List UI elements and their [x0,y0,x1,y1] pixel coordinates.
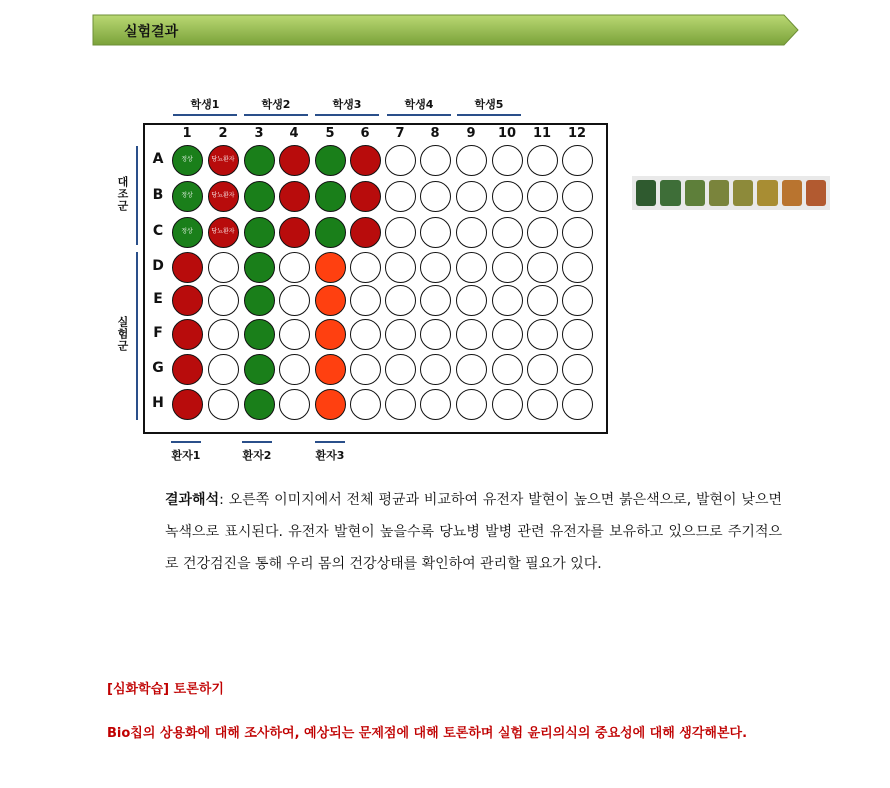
plate-well [527,181,558,212]
plate-well [420,354,451,385]
result-heading: 결과해석 [165,492,220,508]
plate-well [244,217,275,248]
plate-well [385,252,416,283]
plate-well [172,354,203,385]
color-scale-swatches [632,176,830,210]
plate-well [208,181,239,212]
deep-study-title: [심화학습] 토론하기 [107,682,224,697]
plate-well [315,181,346,212]
plate-well [385,354,416,385]
well-label: 정상 [181,228,193,235]
plate-well [562,389,593,420]
plate-well [562,181,593,212]
column-number: 6 [360,126,370,141]
plate-well [527,145,558,176]
plate-well [279,252,310,283]
column-number: 2 [218,126,228,141]
banner-arrow-shape [92,14,800,46]
column-number: 7 [395,126,405,141]
patient-label: 환자3 [315,449,345,462]
plate-well [279,145,310,176]
student-underline [315,114,379,116]
section-banner [92,14,800,46]
experiment-group-label: 실험군 [116,316,129,352]
plate-well [315,217,346,248]
plate-well [350,285,381,316]
plate-well [208,217,239,248]
deep-study-body: Bio칩의 상용화에 대해 조사하여, 예상되는 문제점에 대해 토론하며 실험 윤리의식의 중요성에 대해 생각해본다. [107,726,748,741]
student-label: 학생1 [190,98,220,111]
column-number: 4 [289,126,299,141]
color-swatch [685,180,705,206]
color-swatch [636,180,656,206]
plate-well [244,181,275,212]
plate-well [562,285,593,316]
plate-well [456,217,487,248]
plate-well [315,354,346,385]
plate-well [350,354,381,385]
plate-well [492,389,523,420]
row-letter: G [152,360,164,376]
column-number: 11 [532,126,552,141]
column-number: 9 [466,126,476,141]
plate-well [208,319,239,350]
plate-well [420,217,451,248]
plate-well [244,354,275,385]
well-label: 정상 [181,156,193,163]
row-letter: A [152,151,164,167]
plate-well [562,354,593,385]
color-swatch [782,180,802,206]
plate-well [172,319,203,350]
plate-well [527,389,558,420]
color-swatch [709,180,729,206]
plate-well [492,181,523,212]
patient-overline [171,441,201,443]
plate-well [279,217,310,248]
plate-well [208,285,239,316]
well-label: 정상 [181,192,193,199]
plate-well [172,252,203,283]
plate-well [208,354,239,385]
plate-well [244,389,275,420]
plate-well [492,354,523,385]
plate-well [527,217,558,248]
student-underline [387,114,451,116]
plate-well [385,145,416,176]
plate-well [492,319,523,350]
result-interpretation [165,484,782,580]
plate-well [456,252,487,283]
plate-well [208,389,239,420]
plate-well [456,285,487,316]
column-number: 12 [567,126,587,141]
plate-well [385,181,416,212]
plate-well [315,252,346,283]
column-number: 1 [182,126,192,141]
plate-well [385,217,416,248]
patient-label: 환자1 [171,449,201,462]
plate-well [420,319,451,350]
plate-well [420,389,451,420]
plate-well [492,217,523,248]
plate-well [456,319,487,350]
plate-well [279,285,310,316]
row-letter: C [152,223,164,239]
plate-well [172,217,203,248]
plate-well [420,145,451,176]
plate-well [172,285,203,316]
plate-well [244,285,275,316]
row-letter: F [153,325,163,341]
plate-well [562,217,593,248]
plate-well [350,217,381,248]
plate-well [385,285,416,316]
patient-label: 환자2 [242,449,272,462]
control-group-label: 대조군 [116,176,129,212]
plate-well [350,145,381,176]
plate-well [172,145,203,176]
plate-well [562,319,593,350]
plate-well [350,389,381,420]
plate-well [244,319,275,350]
column-number: 5 [325,126,335,141]
plate-well [208,145,239,176]
plate-well [350,181,381,212]
plate-well [456,354,487,385]
plate-well [208,252,239,283]
column-number: 3 [254,126,264,141]
plate-well [420,252,451,283]
plate-well [279,181,310,212]
column-number: 8 [430,126,440,141]
plate-well [527,252,558,283]
color-swatch [660,180,680,206]
student-label: 학생3 [332,98,362,111]
well-label: 당뇨환자 [211,192,235,199]
patient-overline [315,441,345,443]
plate-well [492,285,523,316]
color-swatch [806,180,826,206]
plate-well [279,319,310,350]
plate-well [244,252,275,283]
plate-well [456,145,487,176]
plate-well [315,145,346,176]
plate-well [279,389,310,420]
plate-well [315,319,346,350]
plate-well [385,389,416,420]
plate-well [527,354,558,385]
student-label: 학생5 [474,98,504,111]
section-title: 실험결과 [124,24,179,40]
plate-well [172,389,203,420]
row-letter: B [152,187,164,203]
row-letter: H [152,395,164,411]
experiment-group-bar [136,252,138,420]
plate-well [350,252,381,283]
plate-well [385,319,416,350]
plate-well [527,285,558,316]
student-label: 학생4 [404,98,434,111]
color-swatch [733,180,753,206]
result-text: : 오른쪽 이미지에서 전체 평균과 비교하여 유전자 발현이 높으면 붉은색으로, 발현이 낮으면 녹색으로 표시된다. 유전자 발현이 높을수록 당뇨병 발병 관련 유전자를 보유하고 있으므로 주기적으로 건강검진을 통해 우리 몸의 건강상태를 확인하여 관리할 필요가 있다. [165,492,782,572]
row-letter: D [152,258,164,274]
row-letter: E [153,291,163,307]
plate-well [420,181,451,212]
student-label: 학생2 [261,98,291,111]
plate-well [315,285,346,316]
plate-well [420,285,451,316]
plate-well [492,145,523,176]
student-underline [244,114,308,116]
plate-well [562,252,593,283]
column-number: 10 [497,126,517,141]
plate-well [350,319,381,350]
student-underline [457,114,521,116]
plate-well [315,389,346,420]
plate-well [527,319,558,350]
control-group-bar [136,146,138,245]
plate-well [244,145,275,176]
well-label: 당뇨환자 [211,228,235,235]
color-swatch [757,180,777,206]
well-label: 당뇨환자 [211,156,235,163]
plate-well [492,252,523,283]
student-underline [173,114,237,116]
plate-well [279,354,310,385]
patient-overline [242,441,272,443]
plate-well [456,181,487,212]
plate-well [456,389,487,420]
plate-well [172,181,203,212]
plate-well [562,145,593,176]
